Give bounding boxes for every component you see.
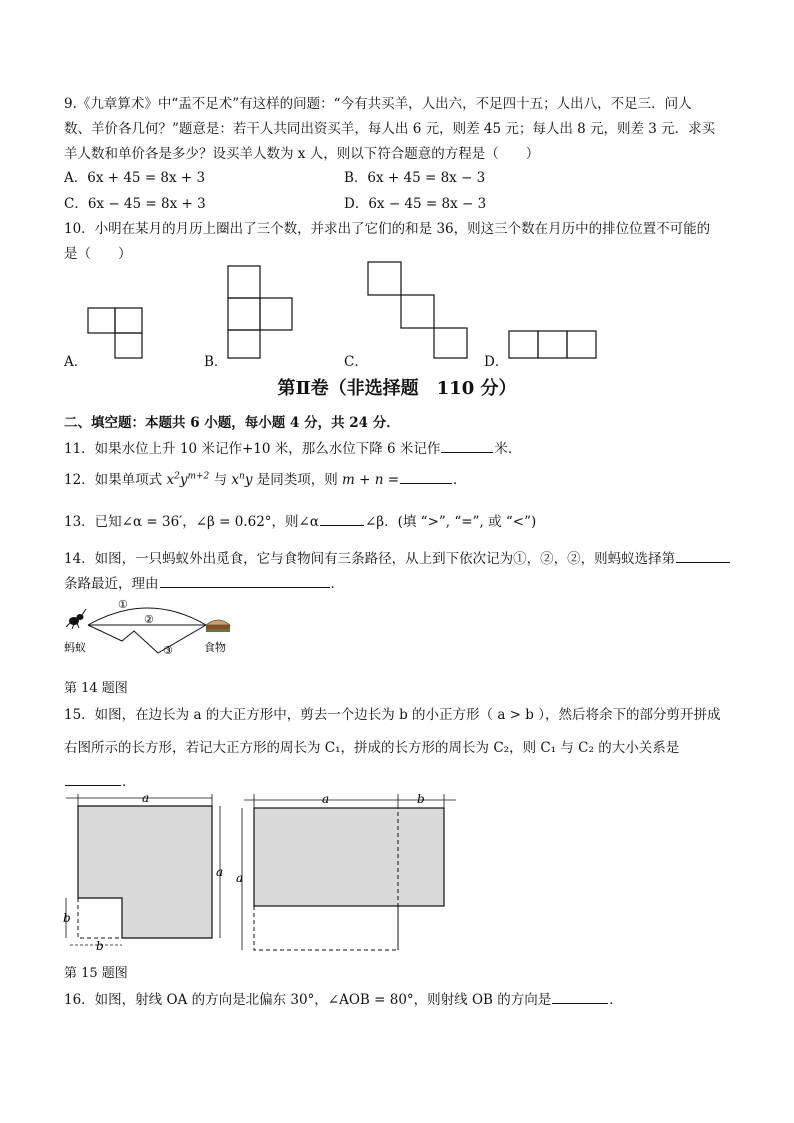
q14-line2	[64, 572, 344, 592]
q14-blank-1[interactable]	[676, 548, 730, 563]
q13-post: ∠β．(填 “>”, “=”, 或 “<”)	[365, 514, 537, 530]
q15-blank[interactable]	[65, 771, 121, 786]
q10-c-cell	[368, 262, 401, 295]
q16-blank[interactable]	[552, 989, 608, 1004]
q13	[64, 510, 536, 530]
q13-blank[interactable]	[320, 511, 364, 526]
q10-a-cell	[88, 308, 115, 333]
q9-line2: 数、羊价各几何？”题意是：若干人共同出资买羊，每人出 6 元，则差 45 元；每人出 8 元，则差 3 元．求买	[64, 121, 716, 137]
q12-text: 12．如果单项式	[64, 472, 167, 488]
q10-label-c: C．	[344, 354, 368, 370]
q9-line1: 9.《九章算术》中“盂不足术”有这样的问题：“今有共买羊，人出六，不足四十五；人出八，不足三．问人	[64, 96, 692, 112]
label-b-bottom: b	[96, 939, 104, 953]
q10-c-cell	[434, 328, 467, 358]
label-a-top-right: a	[322, 792, 330, 806]
label-a-left-right: a	[236, 871, 244, 885]
ant-label: 蚂蚁	[64, 641, 86, 654]
q15-figure	[60, 790, 470, 960]
path-label-3: ③	[163, 644, 173, 657]
q12	[64, 468, 467, 488]
q10-c-cell	[401, 295, 434, 328]
q12-mid: 与	[209, 472, 232, 488]
q16-text: 16．如图，射线 OA 的方向是北偏东 30°，∠AOB = 80°，则射线 OB 的方向是	[64, 992, 552, 1008]
q10-label-d: D．	[484, 354, 509, 370]
q12-monomial-1: $x^2y^{m+2}$	[166, 471, 210, 488]
q10-label-a: A．	[64, 354, 88, 370]
q12-post: ．	[453, 472, 467, 488]
q10-b-cell	[260, 298, 292, 330]
q9-line3: 羊人数和单价各是多少？设买羊人数为 x 人，则以下符合题意的方程是（ ）	[64, 146, 540, 162]
q15-post: ．	[122, 774, 136, 790]
q12-mid2: 是同类项，则	[252, 472, 343, 488]
q10-b-cell	[228, 330, 260, 358]
path-label-2: ②	[144, 613, 154, 626]
part2-title: 第Ⅱ卷（非选择题 110 分）	[277, 378, 517, 399]
q10-d-cell	[567, 331, 596, 358]
q11	[64, 437, 521, 457]
q14-post: ．	[330, 576, 344, 592]
q9-option-c: C．6x − 45 = 8x + 3	[64, 196, 206, 212]
q16	[64, 988, 623, 1008]
q14-blank-2[interactable]	[160, 573, 330, 588]
label-b-top-right: b	[417, 792, 425, 806]
q12-monomial-2: $x^ny$	[231, 471, 253, 488]
ant-icon	[66, 609, 86, 629]
q15-line2: 右图所示的长方形，若记大正方形的周长为 C₁，拼成的长方形的周长为 C₂，则 C₁ 与 C₂ 的大小关系是	[64, 740, 680, 756]
q14-line1	[64, 547, 731, 567]
q11-blank[interactable]	[441, 438, 493, 453]
label-b-left: b	[63, 911, 71, 925]
q11-text: 11．如果水位上升 10 米记作+10 米，那么水位下降 6 米记作	[64, 441, 441, 457]
q15-line1: 15．如图，在边长为 a 的大正方形中，剪去一个边长为 b 的小正方形（ a > b ），然后将余下的部分剪开拼成	[64, 707, 721, 723]
q9-option-b: B．6x + 45 = 8x − 3	[344, 170, 486, 186]
path-label-1: ①	[118, 598, 128, 611]
q10-b-cell	[228, 266, 260, 298]
food-icon	[206, 620, 230, 632]
q15-caption: 第 15 题图	[64, 966, 128, 981]
q13-text: 13．已知∠α = 36′，∠β = 0.62°，则∠α	[64, 514, 319, 530]
path-3	[88, 625, 206, 653]
q10-label-b: B．	[204, 354, 228, 370]
q16-post: ．	[609, 992, 623, 1008]
q14-text: 14．如图，一只蚂蚁外出觅食，它与食物间有三条路径，从上到下依次记为①，②，②，则蚂蚁选择第	[64, 551, 676, 567]
q14-figure	[60, 595, 240, 657]
q10-line2: 是（ ）	[64, 246, 132, 262]
q10-d-cell	[538, 331, 567, 358]
q10-figures	[60, 258, 620, 370]
q15-line3	[64, 770, 136, 790]
q14-caption: 第 14 题图	[64, 681, 128, 696]
q11-post: 米．	[494, 441, 522, 457]
q15-left-figure	[63, 791, 223, 953]
q12-blank[interactable]	[400, 469, 452, 484]
q9-option-d: D．6x − 45 = 8x − 3	[344, 196, 487, 212]
q10-a-cell	[115, 308, 142, 333]
q10-line1: 10．小明在某月的月历上圈出了三个数，并求出了它们的和是 36，则这三个数在月历中的排位位置不可能的	[64, 221, 711, 237]
q14-text-2: 条路最近，理由	[64, 576, 159, 592]
q9-option-a: A．6x + 45 = 8x + 3	[64, 170, 206, 186]
q12-expr: m + n =	[342, 472, 400, 488]
food-label: 食物	[204, 641, 226, 654]
q10-b-cell	[228, 298, 260, 330]
label-a-right: a	[216, 865, 224, 879]
label-a-top: a	[142, 791, 150, 805]
q10-d-cell	[509, 331, 538, 358]
section2-heading: 二、填空题：本题共 6 小题，每小题 4 分，共 24 分．	[64, 415, 400, 431]
q10-a-cell	[115, 333, 142, 358]
q15-right-figure	[236, 792, 456, 950]
